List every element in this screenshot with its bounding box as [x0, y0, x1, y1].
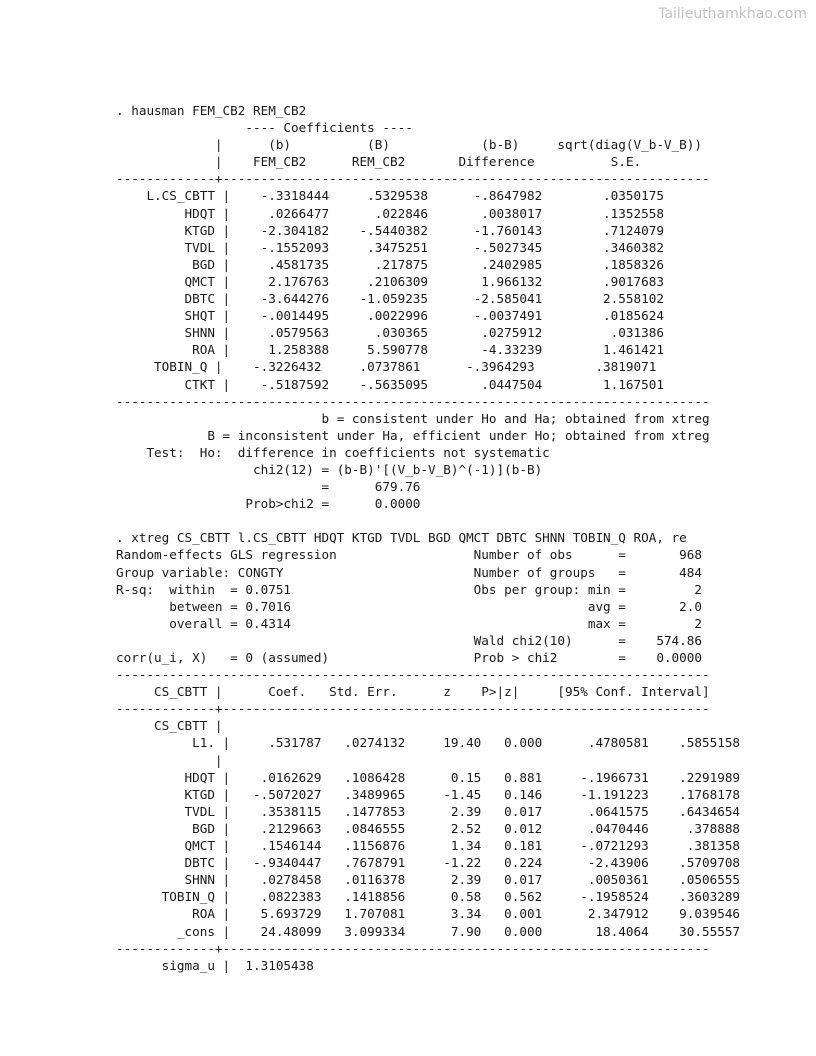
log-line: KTGD | -.5072027 .3489965 -1.45 0.146 -1.191223 .1768178: [116, 786, 741, 802]
log-line: TVDL | -.1552093 .3475251 -.5027345 .3460382: [116, 239, 664, 255]
log-line: Test: Ho: difference in coefficients not systematic: [116, 444, 550, 460]
log-line: HDQT | .0162629 .1086428 0.15 0.881 -.1966731 .2291989: [116, 769, 741, 785]
log-line: -------------+----------------------------------------------------------------: [116, 171, 710, 187]
log-line: between = 0.7016 avg = 2.0: [116, 598, 702, 614]
log-line: TVDL | .3538115 .1477853 2.39 0.017 .0641575 .6434654: [116, 803, 741, 819]
log-line: DBTC | -3.644276 -1.059235 -2.585041 2.558102: [116, 291, 664, 307]
log-line: Prob>chi2 = 0.0000: [116, 496, 421, 512]
log-line: corr(u_i, X) = 0 (assumed) Prob > chi2 = 0.0000: [116, 650, 702, 665]
log-line: BGD | .4581735 .217875 .2402985 .1858326: [116, 256, 664, 272]
log-line: = 679.76: [116, 479, 421, 495]
log-line: CS_CBTT |: [116, 718, 223, 734]
log-line: -------------+----------------------------------------------------------------: [116, 701, 710, 717]
log-line: CS_CBTT | Coef. Std. Err. z P>|z| [95% Conf. Interval]: [116, 684, 710, 700]
log-line: sigma_u | 1.3105438: [116, 957, 314, 973]
log-line: SHQT | -.0014495 .0022996 -.0037491 .0185624: [116, 308, 664, 324]
log-line: BGD | .2129663 .0846555 2.52 0.012 .0470446 .378888: [116, 820, 741, 836]
log-line: ---- Coefficients ----: [116, 120, 413, 136]
log-line: _cons | 24.48099 3.099334 7.90 0.000 18.4064 30.55557: [116, 923, 741, 939]
log-line: TOBIN_Q | .0822383 .1418856 0.58 0.562 -.1958524 .3603289: [116, 889, 741, 905]
log-line: R-sq: within = 0.0751 Obs per group: min = 2: [116, 581, 702, 597]
log-line: L1. | .531787 .0274132 19.40 0.000 .4780581 .5855158: [116, 735, 741, 751]
stata-output-log: [116, 102, 740, 974]
log-line: SHNN | .0579563 .030365 .0275912 .031386: [116, 325, 664, 341]
log-line: chi2(12) = (b-B)'[(V_b-V_B)^(-1)](b-B): [116, 461, 543, 477]
log-line: [116, 512, 740, 529]
log-line: SHNN | .0278458 .0116378 2.39 0.017 .0050361 .0506555: [116, 872, 741, 888]
log-line: ------------------------------------------------------------------------------: [116, 667, 710, 683]
log-line: L.CS_CBTT | -.3318444 .5329538 -.8647982 .0350175: [116, 188, 664, 204]
log-line: b = consistent under Ho and Ha; obtained from xtreg: [116, 410, 710, 426]
log-line: Random-effects GLS regression Number of obs = 968: [116, 547, 702, 563]
log-line: CTKT | -.5187592 -.5635095 .0447504 1.167501: [116, 376, 664, 392]
log-line: ROA | 1.258388 5.590778 -4.33239 1.461421: [116, 342, 664, 358]
log-line: KTGD | -2.304182 -.5440382 -1.760143 .7124079: [116, 222, 664, 238]
log-line: ------------------------------------------------------------------------------: [116, 393, 710, 409]
log-line: | FEM_CB2 REM_CB2 Difference S.E.: [116, 154, 642, 170]
log-line: DBTC | -.9340447 .7678791 -1.22 0.224 -2.43906 .5709708: [116, 855, 741, 871]
log-line: B = inconsistent under Ha, efficient under Ho; obtained from xtreg: [116, 427, 710, 443]
log-line: QMCT | .1546144 .1156876 1.34 0.181 -.0721293 .381358: [116, 838, 741, 854]
log-line: . xtreg CS_CBTT l.CS_CBTT HDQT KTGD TVDL BGD QMCT DBTC SHNN TOBIN_Q ROA, re: [116, 530, 687, 546]
watermark: Tailieuthamkhao.com: [658, 6, 807, 22]
log-line: HDQT | .0266477 .022846 .0038017 .1352558: [116, 205, 664, 221]
log-line: . hausman FEM_CB2 REM_CB2: [116, 103, 307, 118]
log-line: | (b) (B) (b-B) sqrt(diag(V_b-V_B)): [116, 137, 702, 153]
log-line: Wald chi2(10) = 574.86: [116, 632, 702, 648]
log-line: TOBIN_Q | -.3226432 .0737861 -.3964293 .3819071: [116, 359, 657, 375]
log-line: |: [116, 752, 223, 768]
log-line: Group variable: CONGTY Number of groups = 484: [116, 564, 702, 580]
log-line: QMCT | 2.176763 .2106309 1.966132 .9017683: [116, 273, 664, 289]
log-line: ROA | 5.693729 1.707081 3.34 0.001 2.347912 9.039546: [116, 906, 741, 922]
log-line: -------------+----------------------------------------------------------------: [116, 940, 710, 956]
log-line: overall = 0.4314 max = 2: [116, 615, 702, 631]
